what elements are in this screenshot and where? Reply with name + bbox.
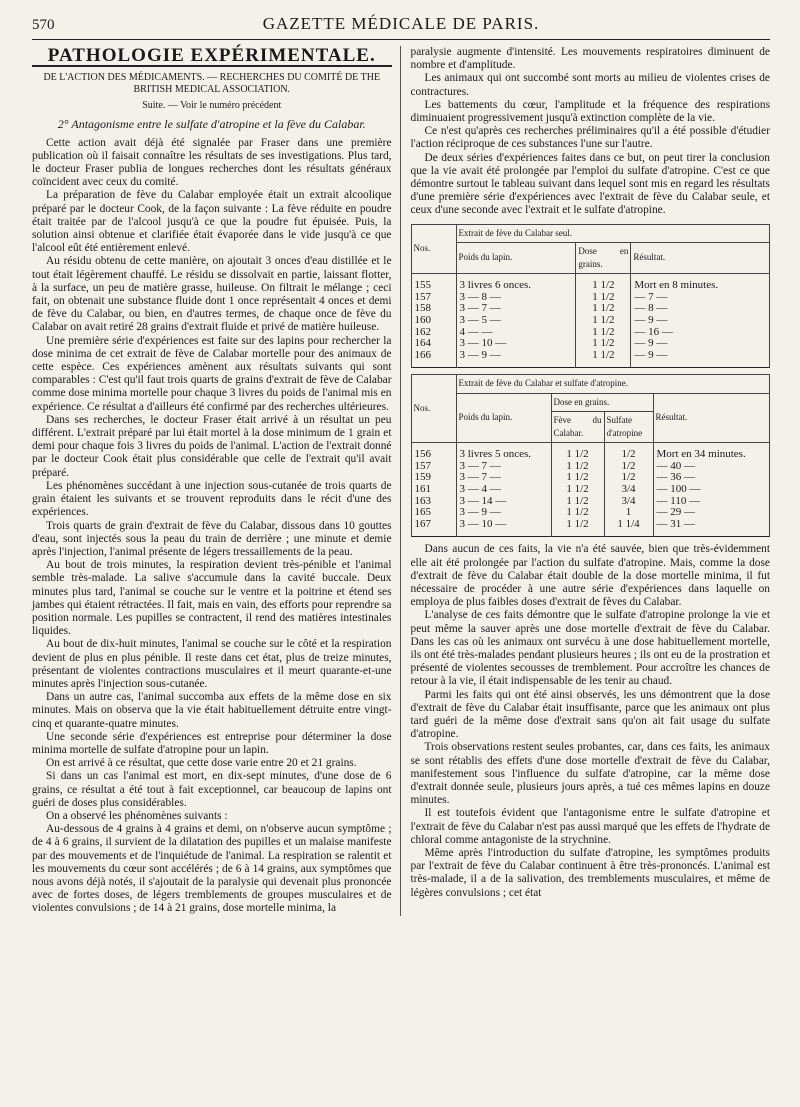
cell-sulfate: 1/2 <box>604 443 653 461</box>
cell-feve: 1 1/2 <box>551 507 604 519</box>
paragraph: Ce n'est qu'après ces recherches préliminaires qu'il a été possible d'étudier l'action réciproque de ces substances l'une sur l'autre. <box>410 125 770 151</box>
right-column <box>411 46 771 916</box>
page-header <box>32 14 770 40</box>
journal-title: GAZETTE MÉDICALE DE PARIS. <box>262 14 540 33</box>
section-title: PATHOLOGIE EXPÉRIMENTALE. <box>32 49 392 67</box>
cell-result: — 9 — <box>631 338 770 350</box>
cell-weight: 3 — 9 — <box>456 507 551 519</box>
col-header-feve: Fève du Calabar. <box>551 411 604 442</box>
article-subtitle: DE L'ACTION DES MÉDICAMENTS. — RECHERCHES DU COMITÉ DE THE BRITISH MEDICAL ASSOCIATION. <box>43 72 381 96</box>
cell-sulfate: 1 1/4 <box>604 519 653 537</box>
paragraph: Une seconde série d'expériences est entreprise pour déterminer la dose minima mortelle de sulfate d'atropine pour un lapin. <box>32 730 392 756</box>
paragraph: L'analyse de ces faits démontre que le sulfate d'atropine prolonge la vie et peut même la sauver après une dose mortelle d'extrait de fève du Calabar. Dans les cas où les animaux ont survécu à une dose habituellement mortelle, ils ont été très-malades pendant plusieurs heures ; ils ont eu de la prostration et présenté de violentes secousses de tremblement. Pour accroître les chances de retour à la vie, il était indispensable de les tenir au chaud. <box>410 609 770 688</box>
col-header-dose: Dose en grains. <box>576 242 631 273</box>
cell-no: 166 <box>411 350 456 368</box>
table-title: Extrait de fève du Calabar et sulfate d'atropine. <box>456 375 770 393</box>
cell-feve: 1 1/2 <box>551 484 604 496</box>
page-number: 570 <box>32 17 55 33</box>
cell-weight: 3 — 5 — <box>456 315 576 327</box>
cell-result: — 31 — <box>653 519 770 537</box>
paragraph: Les phénomènes succédant à une injection sous-cutanée de trois quarts de grain étaient les suivants et se trouvent reproduits dans le récit d'une des expériences. <box>32 479 392 519</box>
table-row <box>411 315 770 327</box>
cell-sulfate: 3/4 <box>604 484 653 496</box>
cell-feve: 1 1/2 <box>551 519 604 537</box>
cell-weight: 3 livres 5 onces. <box>456 443 551 461</box>
cell-result: Mort en 8 minutes. <box>631 274 770 292</box>
cell-result: — 9 — <box>631 350 770 368</box>
paragraph: Même après l'introduction du sulfate d'atropine, les symptômes produits par l'extrait de fève du Calabar continuent à être très-prononcés. L'animal est très-malade, il a de la salivation, des tremblements musculaires, et même de légères convulsions ; cet état <box>410 847 770 899</box>
col-header-weight: Poids du lapin. <box>456 242 576 273</box>
left-column <box>32 46 401 916</box>
article-subheading: 2° Antagonisme entre le sulfate d'atropine et la fève du Calabar. <box>57 117 366 132</box>
cell-weight: 3 — 4 — <box>456 484 551 496</box>
paragraph: Les battements du cœur, l'amplitude et la fréquence des respirations diminuaient progressivement jusqu'à extinction complète de la vie. <box>410 98 770 125</box>
table-calabar-alone <box>411 224 771 369</box>
col-header-no: Nos. <box>411 375 456 443</box>
cell-dose: 1 1/2 <box>576 315 631 327</box>
cell-dose: 1 1/2 <box>576 327 631 339</box>
paragraph: Les animaux qui ont succombé sont morts au milieu de violentes crises de contractures. <box>410 72 770 98</box>
cell-sulfate: 3/4 <box>604 496 653 508</box>
cell-result: Mort en 34 minutes. <box>653 443 770 461</box>
paragraph: Dans aucun de ces faits, la vie n'a été sauvée, bien que très-évidemment elle ait été prolongée par l'action du sulfate d'atropine. Mais, comme la dose d'extrait de fève du Calabar était double de la dose mortelle minima, il fut nécessaire de procéder à une autre série d'expériences dans laquelle on employa de plus faibles doses d'extrait de fèves du Calabar. <box>410 543 770 609</box>
paragraph: Au bout de dix-huit minutes, l'animal se couche sur le côté et la respiration devient de plus en plus pénible. Il reste dans cet état, plus de treize minutes, présentant de violentes contractions musculaires et il meurt quarante-et-une minutes après l'injection sous-cutanée. <box>32 638 392 690</box>
cell-weight: 3 — 10 — <box>456 338 576 350</box>
cell-dose: 1 1/2 <box>576 274 631 292</box>
col-header-dose-group: Dose en grains. <box>551 393 653 411</box>
paragraph: On a observé les phénomènes suivants : <box>46 809 228 822</box>
col-header-weight: Poids du lapin. <box>456 393 551 443</box>
paragraph: On est arrivé à ce résultat, que cette dose varie entre 20 et 21 grains. <box>46 757 357 770</box>
continuation-note: Suite. — Voir le numéro précédent <box>142 100 282 112</box>
cell-weight: 3 — 10 — <box>456 519 551 537</box>
paragraph: Dans ses recherches, le docteur Fraser était arrivé à un résultat un peu différent. L'extrait préparé par lui était mortel à la dose minimum de 1 grain et demi pour chaque fois 3 livres du poids de l'animal. L'action de l'extrait donné par le docteur Cook était plus considérable que celle de l'extrait qu'il avait préparé. <box>32 413 392 479</box>
cell-result: — 7 — <box>631 292 770 304</box>
cell-result: — 16 — <box>631 327 770 339</box>
cell-result: — 36 — <box>653 472 770 484</box>
paragraph: Trois observations restent seules probantes, car, dans ces faits, les animaux se sont rétablis des effets d'une dose mortelle d'extrait de fève du Calabar, manifestement sous l'influence du sulfate d'atropine, car la même dose d'extrait donnée seule, plusieurs jours après, a tué ces mêmes lapins en douze minutes. <box>410 741 770 807</box>
cell-dose: 1 1/2 <box>576 292 631 304</box>
paragraph: Il est toutefois évident que l'antagonisme entre le sulfate d'atropine et l'extrait de fève du Calabar n'est pas aussi marqué que les effets de l'hydrate de chloral comme antagoniste de la strychnine. <box>410 807 770 846</box>
cell-no: 167 <box>411 519 456 537</box>
cell-weight: 3 — 9 — <box>456 350 576 368</box>
paragraph: Une première série d'expériences est faite sur des lapins pour rechercher la dose minima de cet extrait de fève de Calabar mortelle pour des animaux de cette espèce. Ces expériences amènent aux résultats suivants qui sont comparables : C'est qu'il faut trois quarts de grains d'extrait de fève de Calabar comme dose minima mortelle pour chaque 3 livres du poids de l'animal mis en expérience. Ce résultat a d'ailleurs été confirmé par des recherches ultérieures. <box>32 334 392 413</box>
cell-no: 165 <box>411 507 456 519</box>
cell-weight: 3 livres 6 onces. <box>456 274 576 292</box>
table-row <box>411 350 770 368</box>
cell-no: 157 <box>411 292 456 304</box>
cell-no: 156 <box>411 443 456 461</box>
paragraph: Dans un autre cas, l'animal succomba aux effets de la même dose en six minutes. Mais on observa que la vie était habituellement détruite entre vingt-cinq et quarante-quatre minutes. <box>32 691 392 730</box>
cell-dose: 1 1/2 <box>576 338 631 350</box>
col-header-no: Nos. <box>411 224 456 274</box>
cell-no: 159 <box>411 472 456 484</box>
table-row <box>411 443 770 461</box>
cell-feve: 1 1/2 <box>551 496 604 508</box>
cell-no: 158 <box>411 303 456 315</box>
paragraph: paralysie augmente d'intensité. Les mouvements respiratoires diminuent de nombre et d'amplitude. <box>410 46 770 72</box>
table-calabar-atropine <box>411 374 771 537</box>
cell-no: 162 <box>411 327 456 339</box>
cell-no: 157 <box>411 461 456 473</box>
cell-feve: 1 1/2 <box>551 472 604 484</box>
table-row <box>411 274 770 292</box>
cell-dose: 1 1/2 <box>576 350 631 368</box>
table-title: Extrait de fève du Calabar seul. <box>456 224 770 242</box>
col-header-result: Résultat. <box>653 393 770 443</box>
table-row <box>411 484 770 496</box>
cell-no: 164 <box>411 338 456 350</box>
cell-no: 163 <box>411 496 456 508</box>
cell-result: — 9 — <box>631 315 770 327</box>
paragraph: Au-dessous de 4 grains à 4 grains et demi, on n'observe aucun symptôme ; de 4 à 6 grains, il survient de la dilatation des pupilles et un malaise manifeste par des mouvements et de l'inquiétude de l'animal. La respiration se ralentit et les mouvements du cœur sont accélérés ; de 6 à 14 grains, aux symptômes que nous avons déjà notés, il s'ajoutait de la paralysie qui devenait plus prononcée avec de fortes doses, de légers tremblements de groupes musculaires et de violentes convulsions ; de 14 à 21 grains, dose mortelle minima, la <box>32 823 392 915</box>
col-header-result: Résultat. <box>631 242 770 273</box>
cell-sulfate: 1/2 <box>604 472 653 484</box>
cell-no: 161 <box>411 484 456 496</box>
cell-dose: 1 1/2 <box>576 303 631 315</box>
cell-weight: 3 — 7 — <box>456 461 551 473</box>
cell-weight: 3 — 8 — <box>456 292 576 304</box>
cell-sulfate: 1 <box>604 507 653 519</box>
paragraph: Si dans un cas l'animal est mort, en dix-sept minutes, d'une dose de 6 grains, ce résultat a été tout à fait exceptionnel, car beaucoup de lapins ont guéri de doses plus considérables. <box>32 770 392 809</box>
cell-result: — 40 — <box>653 461 770 473</box>
col-header-sulfate: Sulfate d'atropine <box>604 411 653 442</box>
cell-weight: 3 — 7 — <box>456 472 551 484</box>
cell-result: — 100 — <box>653 484 770 496</box>
paragraph: Parmi les faits qui ont été ainsi observés, les uns démontrent que la dose d'extrait de fève du Calabar était insuffisante, parce que les animaux ont plus tard guéri de la même dose d'extrait sans qu'on ait fait usage du sulfate d'atropine. <box>410 688 770 741</box>
cell-no: 160 <box>411 315 456 327</box>
cell-sulfate: 1/2 <box>604 461 653 473</box>
paragraph: Trois quarts de grain d'extrait de fève du Calabar, dissous dans 10 gouttes d'eau, sont injectés sous la peau du train de derrière ; une minute et demie après l'injection, l'animal présente de légers tressaillements de la peau. <box>32 519 392 558</box>
cell-weight: 3 — 7 — <box>456 303 576 315</box>
cell-weight: 4 — — <box>456 327 576 339</box>
paragraph: Au bout de trois minutes, la respiration devient très-pénible et l'animal semble très-malade. La salive s'accumule dans la cavité buccale. Deux minutes plus tard, l'animal se couche sur le ventre et la poitrine et étend ses jambes qui étaient rétractées. Il fait, mais en vain, des efforts pour reprendre sa position normale. Les pupilles se contractent, il rend des matières intestinales liquides. <box>32 559 392 638</box>
table-row <box>411 519 770 537</box>
cell-weight: 3 — 14 — <box>456 496 551 508</box>
paragraph: Au résidu obtenu de cette manière, on ajoutait 3 onces d'eau distillée et le tout était légèrement chauffé. Le résidu se dissolvait en partie, laissant flotter, à la surface, un peu de matière grasse, huileuse. On filtrait le mélange ; ceci fait, on obtenait une substance fluide dont 1 once représentait 4 onces et demi de fève du Calabar, ou bien, en d'autres termes, de chaque once de fève du Calabar on avait retiré 28 grains d'extrait fluide et privé de matière huileuse. <box>32 255 392 334</box>
paragraph: La préparation de fève du Calabar employée était un extrait alcoolique préparé par le docteur Cook, de la façon suivante : La fève réduite en poudre était traitée par de l'alcool jusqu'à ce que la poudre fut épuisée. Puis, la solution ainsi obtenue et clarifiée était évaporée dans le vide jusqu'à ce que l'alcool eût été entièrement enlevé. <box>32 189 392 255</box>
cell-result: — 110 — <box>653 496 770 508</box>
cell-feve: 1 1/2 <box>551 443 604 461</box>
paragraph: De deux séries d'expériences faites dans ce but, on peut tirer la conclusion que la vie avait été prolongée par l'emploi du sulfate d'atropine. C'est ce que démontre surtout le tableau suivant dans lequel sont mis en regard les résultats d'une première série d'expériences avec l'extrait de fève du Calabar seule, et ceux d'une seconde avec l'extrait et le sulfate d'atropine. <box>410 151 770 217</box>
cell-no: 155 <box>411 274 456 292</box>
cell-result: — 29 — <box>653 507 770 519</box>
cell-feve: 1 1/2 <box>551 461 604 473</box>
cell-result: — 8 — <box>631 303 770 315</box>
paragraph: Cette action avait déjà été signalée par Fraser dans une première publication où il faisait connaître les résultats de ses investigations. Plus tard, le docteur Fraser publia de longues recherches dont les résultats généraux coïncident avec ceux du comité. <box>32 136 392 189</box>
